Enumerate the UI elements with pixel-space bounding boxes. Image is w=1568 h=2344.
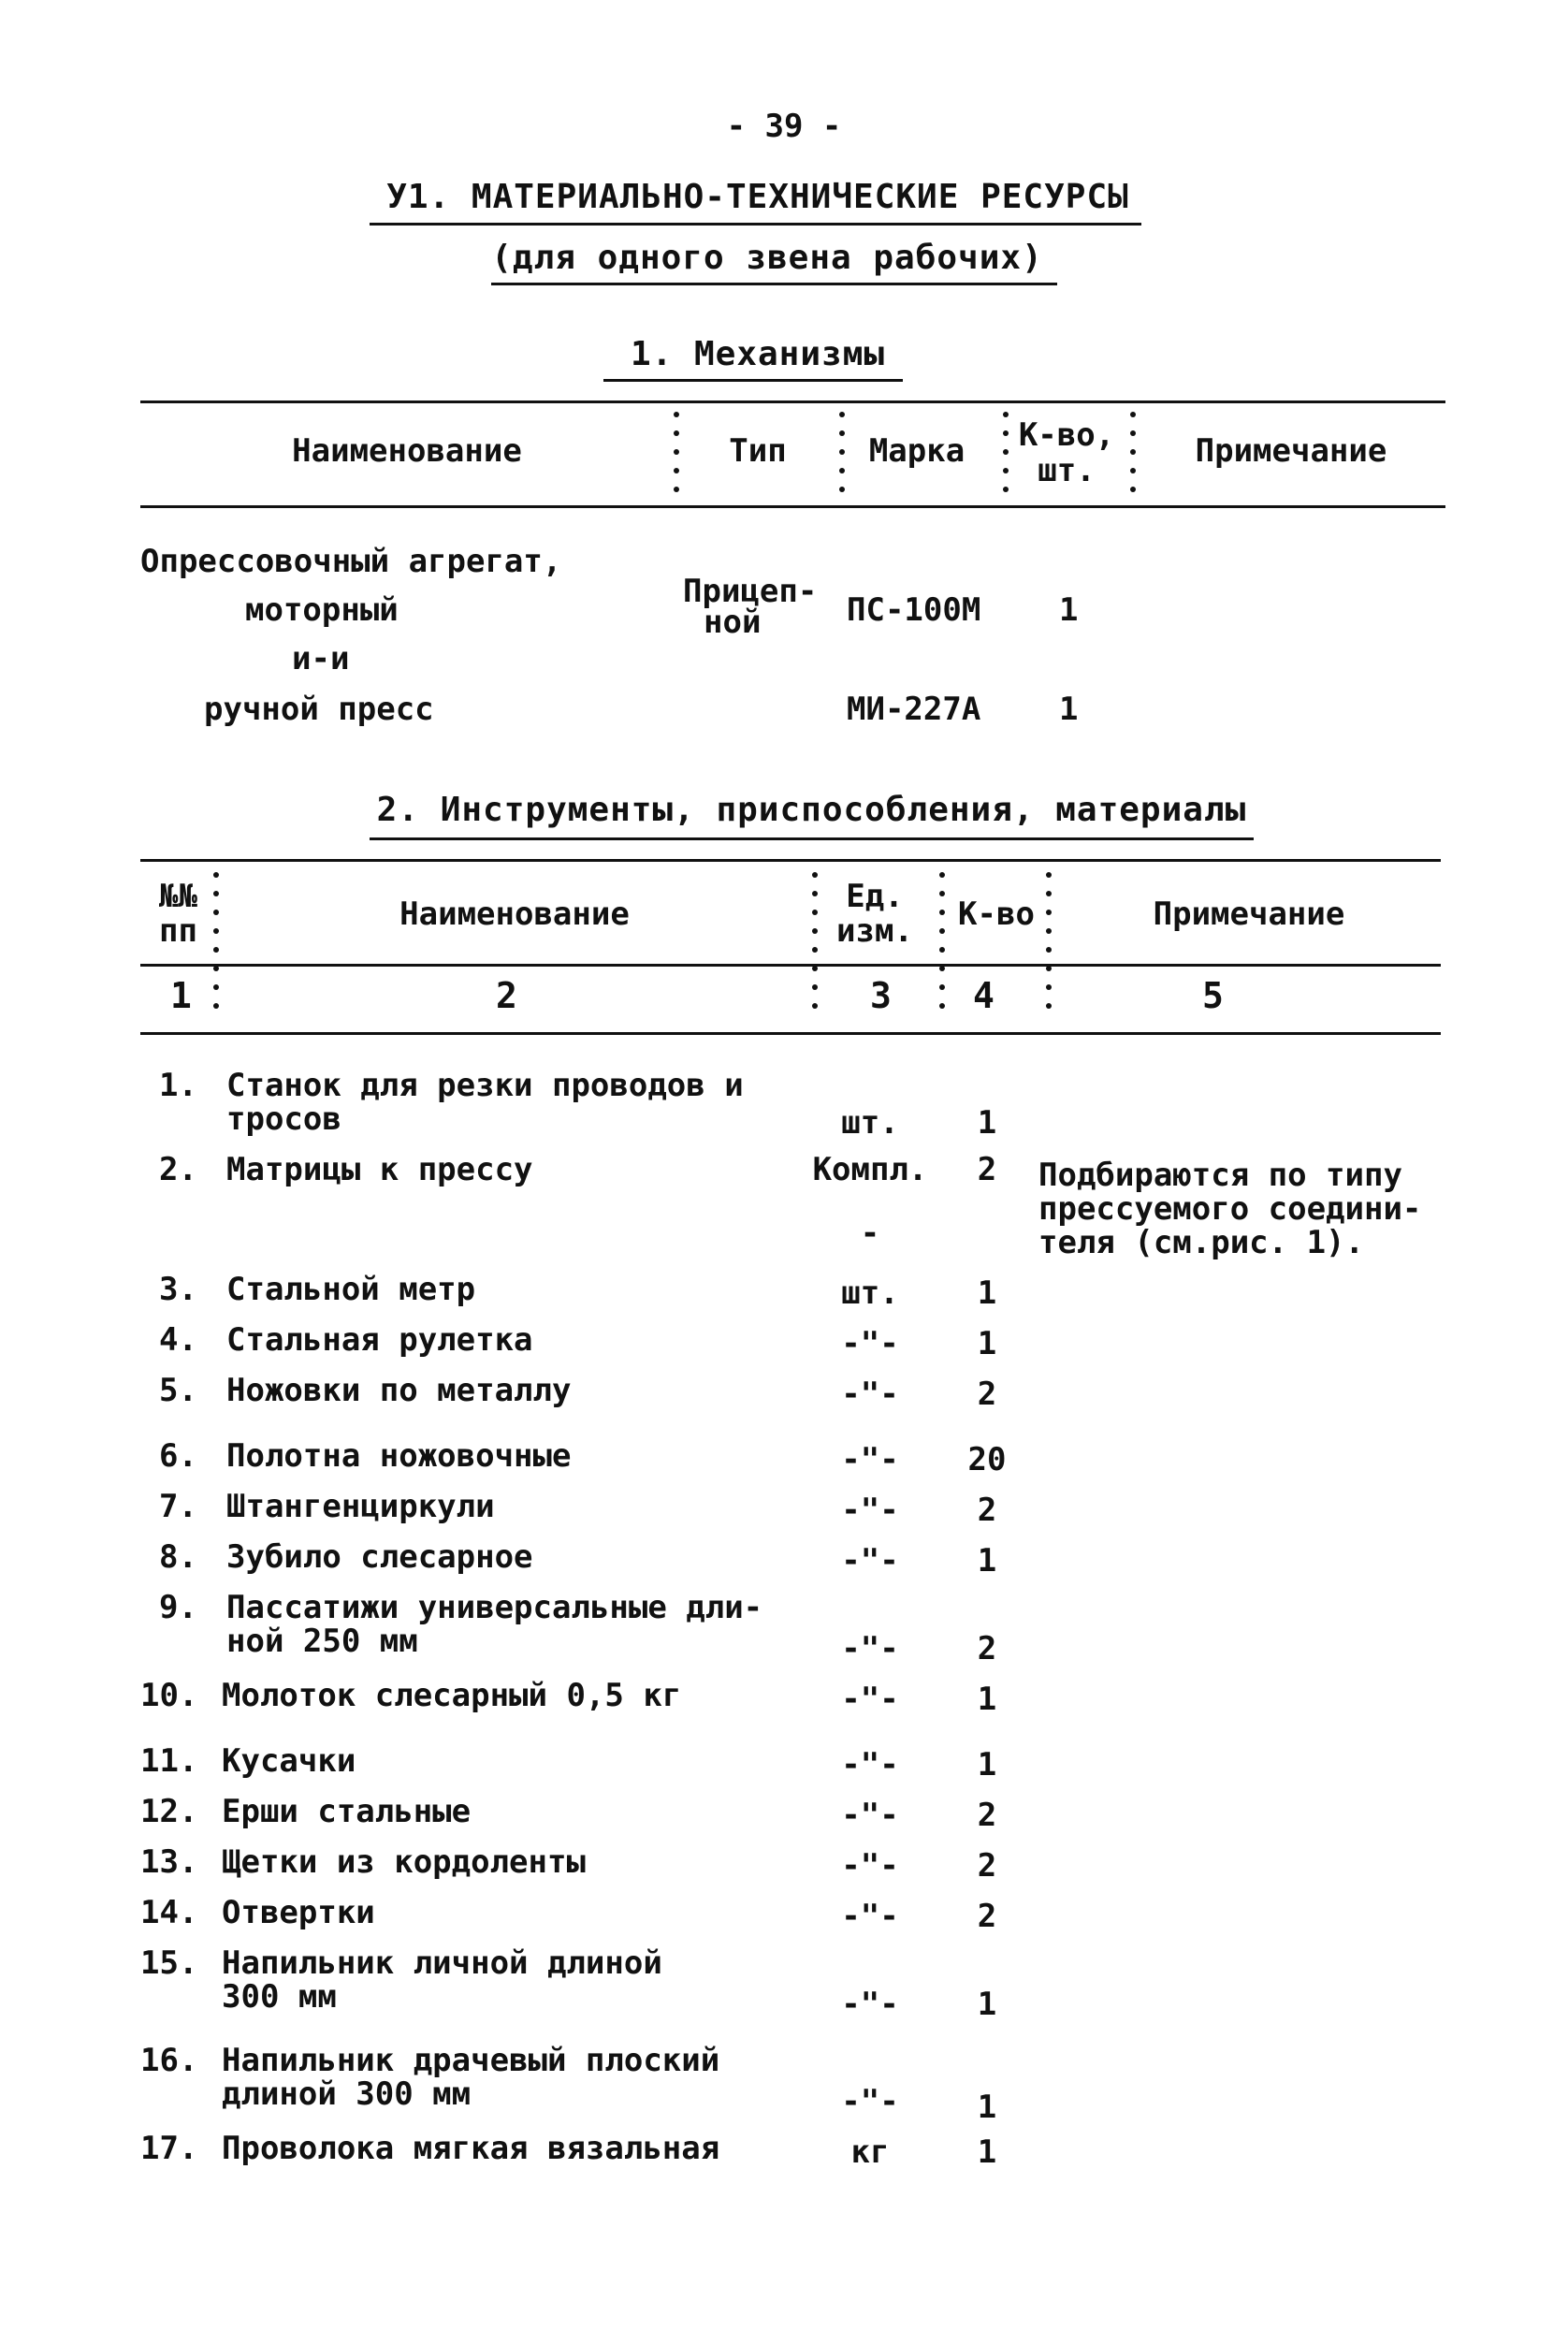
section-title: У1. МАТЕРИАЛЬНО-ТЕХНИЧЕСКИЕ РЕСУРСЫ xyxy=(386,178,1129,216)
row-name-line1: Молоток слесарный 0,5 кг xyxy=(222,1677,682,1714)
row-qty: 1 xyxy=(977,1104,997,1142)
row-qty: 1 xyxy=(977,1986,997,2023)
mech-header-brand: Марка xyxy=(868,432,965,470)
section-subtitle: (для одного звена рабочих) xyxy=(491,239,1043,277)
row-qty: 20 xyxy=(967,1441,1007,1478)
tools-title-underline xyxy=(370,837,1254,840)
tools-column-separator xyxy=(939,872,945,1022)
row-num: 1. xyxy=(159,1067,197,1104)
row-qty: 2 xyxy=(977,1492,997,1529)
row-num: 2. xyxy=(159,1151,197,1188)
row-name-line1: Отвертки xyxy=(222,1894,375,1931)
row-unit: -"- xyxy=(841,1630,899,1667)
tools-top-rule xyxy=(140,859,1441,862)
row-unit: шт. xyxy=(841,1274,899,1312)
row-qty: 1 xyxy=(977,1542,997,1580)
row-qty: 1 xyxy=(977,2089,997,2126)
tools-header-rule xyxy=(140,964,1441,967)
row-num: 5. xyxy=(159,1372,197,1409)
tools-colnum-4: 4 xyxy=(973,975,995,1016)
row-unit: -"- xyxy=(841,2083,899,2120)
row-unit: -"- xyxy=(841,1986,899,2023)
row-qty: 2 xyxy=(977,1376,997,1413)
row-unit-extra: - xyxy=(860,1215,880,1252)
mech-column-separator xyxy=(674,412,679,505)
tools-colnum-3: 3 xyxy=(870,975,892,1016)
row-unit: кг xyxy=(850,2133,890,2171)
row-name-line1: Зубило слесарное xyxy=(226,1538,533,1576)
section-title-underline xyxy=(370,223,1141,226)
mech-header-type: Тип xyxy=(729,432,787,470)
row-name-line1: Стальная рулетка xyxy=(226,1321,533,1359)
row-unit: -"- xyxy=(841,1681,899,1718)
row-qty: 2 xyxy=(977,1847,997,1885)
mech-header-note: Примечание xyxy=(1195,432,1387,470)
tools-header-unit-line1: Ед. xyxy=(846,878,904,915)
row-unit: -"- xyxy=(841,1492,899,1529)
row-unit: шт. xyxy=(841,1104,899,1142)
row-unit: -"- xyxy=(841,1542,899,1580)
tools-colnum-2: 2 xyxy=(496,975,517,1016)
row-name-line1: Матрицы к прессу xyxy=(226,1151,533,1188)
mech-header-name: Наименование xyxy=(292,432,522,470)
row-qty: 2 xyxy=(977,1151,997,1188)
row-unit: Компл. xyxy=(812,1151,928,1188)
row-num: 6. xyxy=(159,1437,197,1475)
mechanisms-header-rule xyxy=(140,505,1445,508)
row-name-line1: Напильник драчевый плоский xyxy=(222,2042,720,2079)
tools-colnum-rule xyxy=(140,1032,1441,1035)
row-num: 13. xyxy=(140,1843,198,1881)
mech-column-separator xyxy=(1003,412,1009,505)
row-qty: 1 xyxy=(977,1746,997,1783)
mech-row-qty: 1 xyxy=(1059,591,1079,629)
row-unit: -"- xyxy=(841,1797,899,1834)
row-unit: -"- xyxy=(841,1325,899,1362)
tools-header-note: Примечание xyxy=(1153,895,1345,933)
row-qty: 2 xyxy=(977,1797,997,1834)
row-note-line2: прессуемого соедини- xyxy=(1038,1190,1422,1228)
row-name-line1: Ножовки по металлу xyxy=(226,1372,572,1409)
mech-row-name-line2: моторный xyxy=(245,591,399,629)
mech-header-qty-line1: К-во, xyxy=(1018,416,1115,454)
mech-column-separator xyxy=(1130,412,1136,505)
row-unit: -"- xyxy=(841,1847,899,1885)
row-name-line1: Напильник личной длиной xyxy=(222,1944,662,1982)
mech-row-name-line1: ручной пресс xyxy=(204,691,434,728)
row-unit: -"- xyxy=(841,1746,899,1783)
row-name-line2: ной 250 мм xyxy=(226,1623,418,1660)
mech-row-type-line2: ной xyxy=(704,604,762,641)
row-name-line1: Кусачки xyxy=(222,1742,356,1780)
row-num: 10. xyxy=(140,1677,198,1714)
row-name-line2: 300 мм xyxy=(222,1978,337,2016)
tools-colnum-5: 5 xyxy=(1202,975,1224,1016)
mech-row-brand: ПС-100М xyxy=(847,591,981,629)
row-note-line1: Подбираются по типу xyxy=(1038,1157,1402,1194)
row-name-line1: Пассатижи универсальные дли- xyxy=(226,1589,763,1626)
row-name-line1: Щетки из кордоленты xyxy=(222,1843,586,1881)
tools-header-num-line1: №№ xyxy=(159,878,197,915)
mech-row-qty: 1 xyxy=(1059,691,1079,728)
row-num: 14. xyxy=(140,1894,198,1931)
row-num: 9. xyxy=(159,1589,197,1626)
tools-column-separator xyxy=(1046,872,1052,1022)
mech-row-name-line1: Опрессовочный агрегат, xyxy=(140,543,562,580)
mech-row-brand: МИ-227А xyxy=(847,691,981,728)
mech-header-qty-line2: шт. xyxy=(1038,452,1096,489)
row-num: 4. xyxy=(159,1321,197,1359)
tools-title: 2. Инструменты, приспособления, материалы xyxy=(376,791,1247,829)
mech-row-name-line3: и-и xyxy=(292,640,350,677)
row-name-line1: Станок для резки проводов и xyxy=(226,1067,744,1104)
row-note-line3: теля (см.рис. 1). xyxy=(1038,1224,1364,1261)
row-num: 15. xyxy=(140,1944,198,1982)
row-num: 11. xyxy=(140,1742,198,1780)
page-number: - 39 - xyxy=(726,108,842,145)
mechanisms-title-underline xyxy=(603,379,903,382)
row-qty: 2 xyxy=(977,1630,997,1667)
tools-colnum-1: 1 xyxy=(170,975,192,1016)
row-num: 16. xyxy=(140,2042,198,2079)
row-name-line1: Проволока мягкая вязальная xyxy=(222,2130,720,2167)
tools-header-name: Наименование xyxy=(399,895,630,933)
row-qty: 1 xyxy=(977,1274,997,1312)
row-qty: 1 xyxy=(977,2133,997,2171)
mech-column-separator xyxy=(839,412,845,505)
row-num: 3. xyxy=(159,1271,197,1308)
row-num: 17. xyxy=(140,2130,198,2167)
row-name-line1: Ерши стальные xyxy=(222,1793,472,1830)
mech-row-type-line1: Прицеп- xyxy=(683,573,818,610)
tools-header-unit-line2: изм. xyxy=(836,912,913,950)
row-name-line2: тросов xyxy=(226,1100,341,1138)
tools-column-separator xyxy=(213,872,219,1022)
row-unit: -"- xyxy=(841,1376,899,1413)
row-num: 12. xyxy=(140,1793,198,1830)
row-qty: 1 xyxy=(977,1681,997,1718)
row-unit: -"- xyxy=(841,1898,899,1935)
mechanisms-top-rule xyxy=(140,400,1445,403)
tools-column-separator xyxy=(812,872,818,1022)
row-name-line2: длиной 300 мм xyxy=(222,2075,472,2113)
row-name-line1: Стальной метр xyxy=(226,1271,476,1308)
row-name-line1: Полотна ножовочные xyxy=(226,1437,572,1475)
tools-header-num-line2: пп xyxy=(159,912,197,950)
mechanisms-title: 1. Механизмы xyxy=(630,335,886,373)
row-num: 8. xyxy=(159,1538,197,1576)
tools-header-qty: К-во xyxy=(958,895,1035,933)
row-name-line1: Штангенциркули xyxy=(226,1488,495,1525)
row-num: 7. xyxy=(159,1488,197,1525)
row-unit: -"- xyxy=(841,1441,899,1478)
row-qty: 1 xyxy=(977,1325,997,1362)
row-qty: 2 xyxy=(977,1898,997,1935)
section-subtitle-underline xyxy=(491,283,1057,285)
